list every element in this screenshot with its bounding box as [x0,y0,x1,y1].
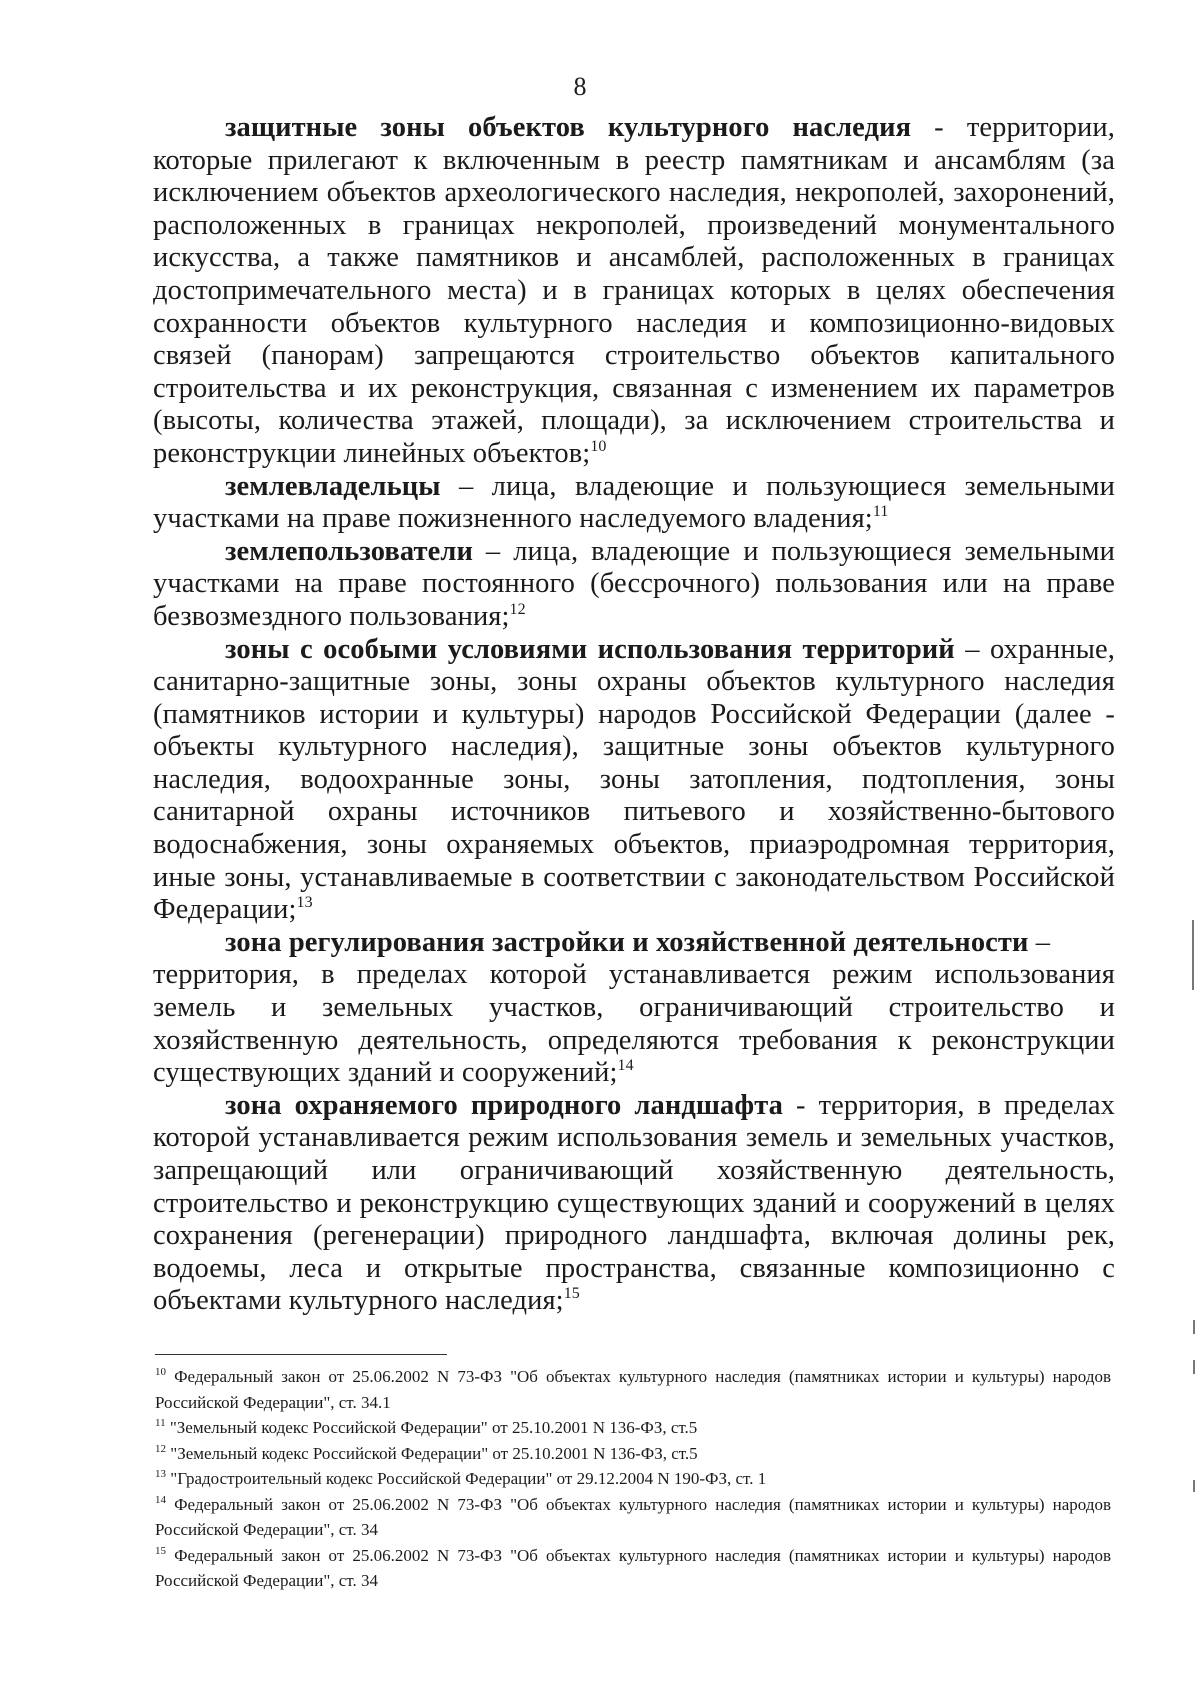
scan-artifact [1193,1320,1195,1334]
defined-term: зоны с особыми условиями использования территорий [225,633,955,665]
footnote-text: "Земельный кодекс Российской Федерации" от 25.10.2001 N 136-ФЗ, ст.5 [165,1418,698,1437]
definition-text: - территория, в пределах которой устанавливается режим использования земель и земельных участков, запрещающий или ограничивающий хозяйственную деятельность, строительство и реконструкцию существующих зданий и сооружений в целях сохранения (регенерации) природного ландшафта, включая долины рек, водоемы, леса и открытые пространства, связанные композиционно с объектами культурного наследия; [153,1089,1115,1317]
footnote [155,1364,1111,1415]
scan-artifact [1193,1480,1195,1492]
footnote [155,1441,1111,1467]
footnote-number: 12 [155,1442,166,1455]
scan-artifact [1192,920,1194,990]
footnote-number: 15 [155,1544,166,1557]
definition-text: - территории, которые прилегают к включенным в реестр памятникам и ансамблям (за исключением объектов археологического наследия, некрополей, захоронений, расположенных в границах некрополей, произведений монументального искусства, а также памятников и ансамблей, расположенных в границах достопримечательного места) и в границах которых в целях обеспечения сохранности объектов культурного наследия и композиционно-видовых связей (панорам) запрещаются строительство объектов капитального строительства и их реконструкция, связанная с изменением их параметров (высоты, количества этажей, площади), за исключением строительства и реконструкции линейных объектов; [153,112,1115,469]
footnote-ref: 11 [872,503,889,521]
definition-text: – лица, владеющие и пользующиеся земельными участками на праве постоянного (бессрочного) пользования или на праве безвозмездного пользования; [153,535,1115,632]
definition-text: – охранные, санитарно-защитные зоны, зоны охраны объектов культурного наследия (памятников истории и культуры) народов Российской Федерации (далее - объекты культурного наследия), защитные зоны объектов культурного наследия, водоохранные зоны, зоны затопления, подтопления, зоны санитарной охраны источников питьевого и хозяйственно-бытового водоснабжения, зоны охраняемых объектов, приаэродромная территория, иные зоны, устанавливаемые в соответствии с законодательством Российской Федерации; [153,633,1115,926]
footnote-ref: 10 [590,437,607,455]
footnote-ref: 15 [563,1285,580,1303]
footnotes [155,1364,1111,1594]
footnote-text: Федеральный закон от 25.06.2002 N 73-ФЗ "Об объектах культурного наследия (памятниках истории и культуры) народов Российской Федерации", ст. 34 [155,1494,1111,1539]
definition-text: – [1028,926,1051,958]
defined-term: землевладельцы [225,470,441,502]
definition-paragraph [153,536,1115,634]
footnote-text: Федеральный закон от 25.06.2002 N 73-ФЗ "Об объектах культурного наследия (памятниках истории и культуры) народов Российской Федерации", ст. 34.1 [155,1367,1111,1412]
footnote-number: 11 [155,1417,166,1429]
definition-text: территория, в пределах которой устанавливается режим использования земель и земельных участков, ограничивающий строительство и хозяйственную деятельность, определяются требования к реконструкции существующих зданий и сооружений; [153,959,1115,1089]
footnote [155,1492,1111,1543]
footnote [155,1415,1111,1441]
footnote-number: 13 [155,1468,166,1480]
footnote-text: "Градостроительный кодекс Российской Федерации" от 29.12.2004 N 190-ФЗ, ст. 1 [166,1469,767,1488]
defined-term: защитные зоны объектов культурного наследия [225,112,912,143]
defined-term: зона регулирования застройки и хозяйственной деятельности [225,926,1029,958]
definition-paragraph [153,1090,1115,1318]
footnote-separator [155,1354,447,1355]
defined-term: зона охраняемого природного ландшафта [225,1089,783,1121]
definition-paragraph-continued [153,959,1115,1089]
footnote [155,1466,1111,1492]
footnote-ref: 13 [296,894,313,912]
defined-term: землепользователи [225,535,473,567]
footnote-number: 14 [155,1493,166,1506]
definition-paragraph [153,471,1115,536]
footnote-text: Федеральный закон от 25.06.2002 N 73-ФЗ "Об объектах культурного наследия (памятниках истории и культуры) народов Российской Федерации", ст. 34 [155,1545,1111,1590]
definition-text: – лица, владеющие и пользующиеся земельными участками на праве пожизненного наследуемого владения; [153,470,1115,535]
definition-paragraph [153,927,1115,960]
page-number: 8 [573,72,587,101]
footnote-number: 10 [155,1366,166,1378]
footnote-text: "Земельный кодекс Российской Федерации" от 25.10.2001 N 136-ФЗ, ст.5 [166,1443,698,1463]
document-body [153,112,1115,1318]
footnote-ref: 12 [509,600,526,618]
footnote [155,1543,1111,1594]
definition-paragraph [153,634,1115,927]
definition-paragraph [153,112,1115,471]
scan-artifact [1193,1360,1195,1374]
footnote-ref: 14 [617,1057,634,1075]
